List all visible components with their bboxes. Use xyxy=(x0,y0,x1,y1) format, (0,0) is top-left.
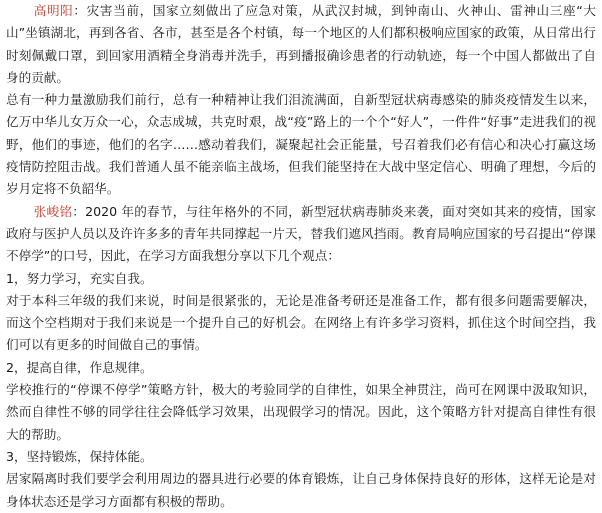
paragraph-text: 灾害当前，国家立刻做出了应急对策，从武汉封城，到钟南山、火神山、雷神山三座“大山”坐镇湖北，再到各省、各市，甚至是各个村镇，每一个地区的人们都积极响应国家的政策，从日常出行时刻佩戴口罩，到回家用酒精全身消毒并洗手，再到播报确诊患者的行动轨迹，每一个中国人都做出了自身的贡献。 xyxy=(6,3,597,85)
point-heading-2: 2，提高自律，作息规律。 xyxy=(6,359,153,375)
paragraph-zhang-junming xyxy=(6,201,596,268)
point-heading-3: 3，坚持锻炼，保持体能。 xyxy=(6,448,153,464)
point-body-1: 对于本科三年级的我们来说，时间是很紧张的，无论是准备考研还是准备工作，都有很多问题需要解决，而这个空档期对于我们来说是一个提升自己的好机会。在网络上有许多学习资料，抓住这个时间空挡，我们可以有更多的时间做自己的事情。 xyxy=(6,292,596,353)
paragraph-text: 2020 年的春节，与往年格外的不同，新型冠状病毒肺炎来袭，面对突如其来的疫情，国家政府与医护人员以及许许多多的青年共同撑起一片天，替我们遮风挡雨。教育局响应国家的号召提出“停课不停学”的口号，因此，在学习方面我想分享以下几个观点： xyxy=(6,203,597,264)
speaker-name-gao-mingyang: 高明阳 xyxy=(33,3,74,18)
paragraph-spirit: 总有一种力量激励我们前行，总有一种精神让我们泪流满面，自新型冠状病毒感染的肺炎疫情发生以来，亿万中华儿女万众一心，众志成城，共克时艰，战“疫”路上的一个个“好人”，一件件“好事”走进我们的视野，他们的事迹，他们的名字……感动着我们，凝聚起社会正能量，号召着我们必有信心和决心打赢这场疫情防控阻击战。我们普通人虽不能亲临主战场，但我们能坚持在大战中坚定信心、明确了理想，今后的岁月定将不负韶华。 xyxy=(6,92,596,197)
point-body-2: 学校推行的“停课不停学”策略方针，极大的考验同学的自律性，如果全神贯注，尚可在网课中汲取知识，然而自律性不够的同学往往会降低学习效果，出现假学习的情况。因此，这个策略方针对提高自律性有很大的帮助。 xyxy=(6,382,596,442)
speaker-colon: ： xyxy=(72,203,86,219)
paragraph-gao-mingyang xyxy=(6,0,596,89)
point-body-3: 居家隔离时我们要学会利用周边的器具进行必要的体育锻炼，让自己身体保持良好的形体，这样无论是对身体状态还是学习方面都有积极的帮助。 xyxy=(6,471,596,509)
speaker-name-zhang-junming: 张峻铭 xyxy=(33,203,73,219)
point-heading-1: 1，努力学习，充实自我。 xyxy=(6,270,153,286)
speaker-colon: ： xyxy=(73,3,87,18)
